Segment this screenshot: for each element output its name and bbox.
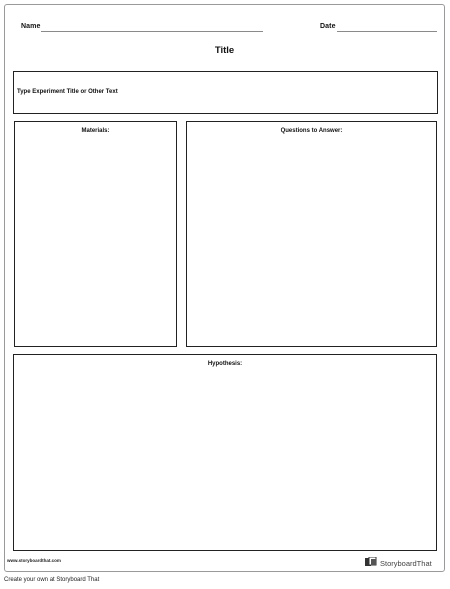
materials-label: Materials:: [81, 128, 110, 134]
date-label: Date: [320, 23, 336, 30]
create-own-link[interactable]: Create your own at Storyboard That: [4, 577, 100, 583]
date-line[interactable]: [337, 31, 437, 32]
page-title[interactable]: Title: [214, 45, 235, 56]
website-url[interactable]: www.storyboardthat.com: [7, 558, 61, 563]
hypothesis-label: Hypothesis:: [207, 361, 243, 367]
name-label: Name: [21, 23, 41, 30]
questions-box[interactable]: [186, 121, 437, 347]
name-line[interactable]: [41, 31, 263, 32]
brand-name: StoryboardThat: [380, 558, 432, 568]
worksheet-page: [4, 4, 445, 572]
questions-label: Questions to Answer:: [280, 128, 343, 134]
experiment-title-box[interactable]: [13, 71, 438, 114]
storyboard-logo-icon: [365, 554, 378, 572]
materials-box[interactable]: [14, 121, 177, 347]
experiment-title-text: Type Experiment Title or Other Text: [17, 89, 118, 95]
hypothesis-box[interactable]: [13, 354, 437, 551]
storyboardthat-logo[interactable]: [365, 554, 432, 572]
